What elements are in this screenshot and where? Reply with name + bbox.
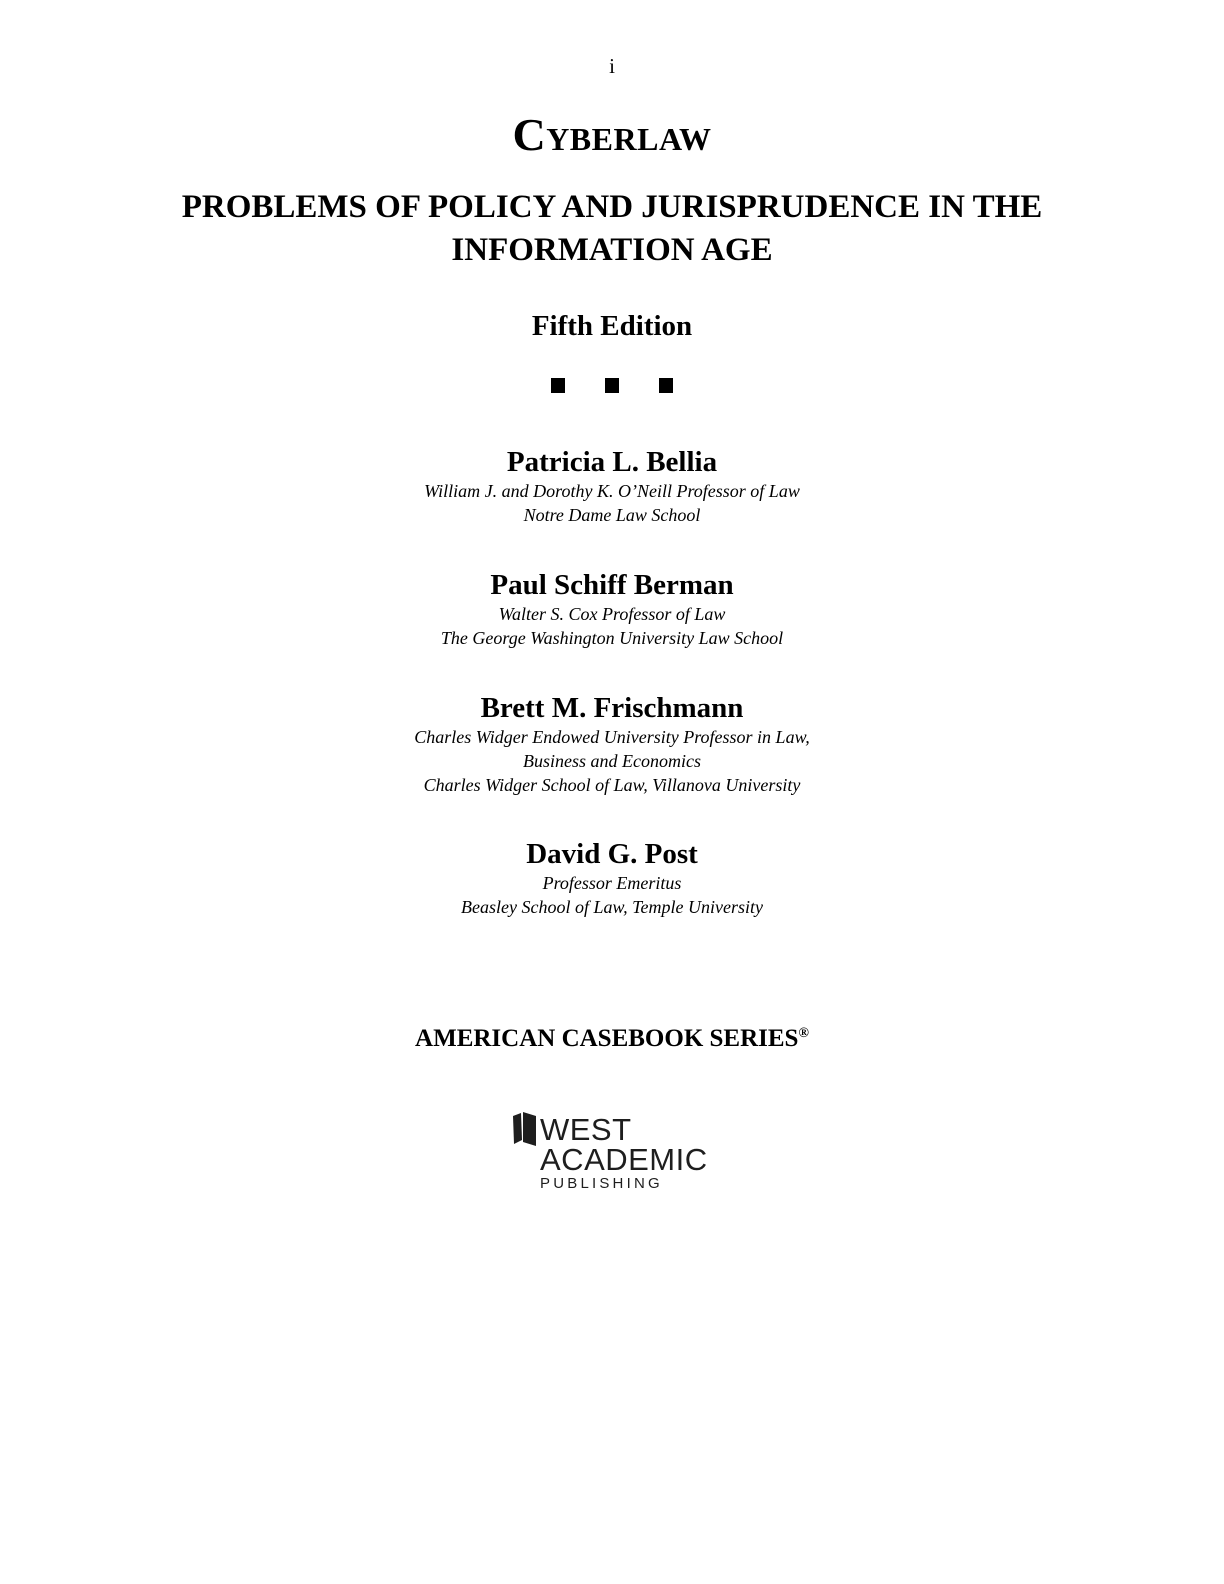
author-affiliation: Walter S. Cox Professor of Law	[498, 604, 726, 624]
book-icon	[512, 1110, 538, 1150]
author-affiliation: Charles Widger Endowed University Professor in Law,	[414, 727, 810, 747]
edition: Fifth Edition	[531, 310, 693, 342]
subtitle-line-2: INFORMATION AGE	[451, 232, 773, 268]
author-affiliation: Professor Emeritus	[542, 873, 682, 893]
author-name: Paul Schiff Berman	[490, 569, 734, 601]
registered-mark: ®	[798, 1026, 809, 1041]
logo-text-west: WEST	[540, 1112, 632, 1147]
series-label: AMERICAN CASEBOOK SERIES	[415, 1025, 799, 1052]
book-subtitle	[0, 186, 1224, 272]
publisher-logo	[510, 1110, 710, 1194]
page-number: i	[609, 54, 615, 78]
ornament-divider	[0, 378, 1224, 400]
author-block	[0, 837, 1224, 919]
logo-text-academic: ACADEMIC	[540, 1142, 708, 1177]
author-block	[0, 568, 1224, 650]
ornament-square	[659, 378, 673, 393]
author-affiliation: Charles Widger School of Law, Villanova University	[423, 775, 801, 795]
author-name: David G. Post	[526, 838, 698, 870]
author-name: Patricia L. Bellia	[506, 446, 718, 478]
author-affiliation: Beasley School of Law, Temple University	[461, 897, 763, 917]
author-affiliation: Notre Dame Law School	[523, 505, 701, 525]
ornament-square	[551, 378, 565, 393]
author-affiliation: The George Washington University Law School	[440, 628, 784, 648]
author-block	[0, 445, 1224, 527]
author-affiliation: William J. and Dorothy K. O’Neill Professor of Law	[424, 481, 800, 501]
subtitle-line-1: PROBLEMS OF POLICY AND JURISPRUDENCE IN THE	[181, 189, 1043, 225]
ornament-square	[605, 378, 619, 393]
book-title: Cyberlaw	[512, 109, 712, 160]
author-affiliation: Business and Economics	[523, 751, 701, 771]
logo-text-publishing: PUBLISHING	[540, 1175, 663, 1192]
author-name: Brett M. Frischmann	[480, 692, 744, 724]
series-name	[0, 1019, 1224, 1054]
author-block	[0, 691, 1224, 797]
